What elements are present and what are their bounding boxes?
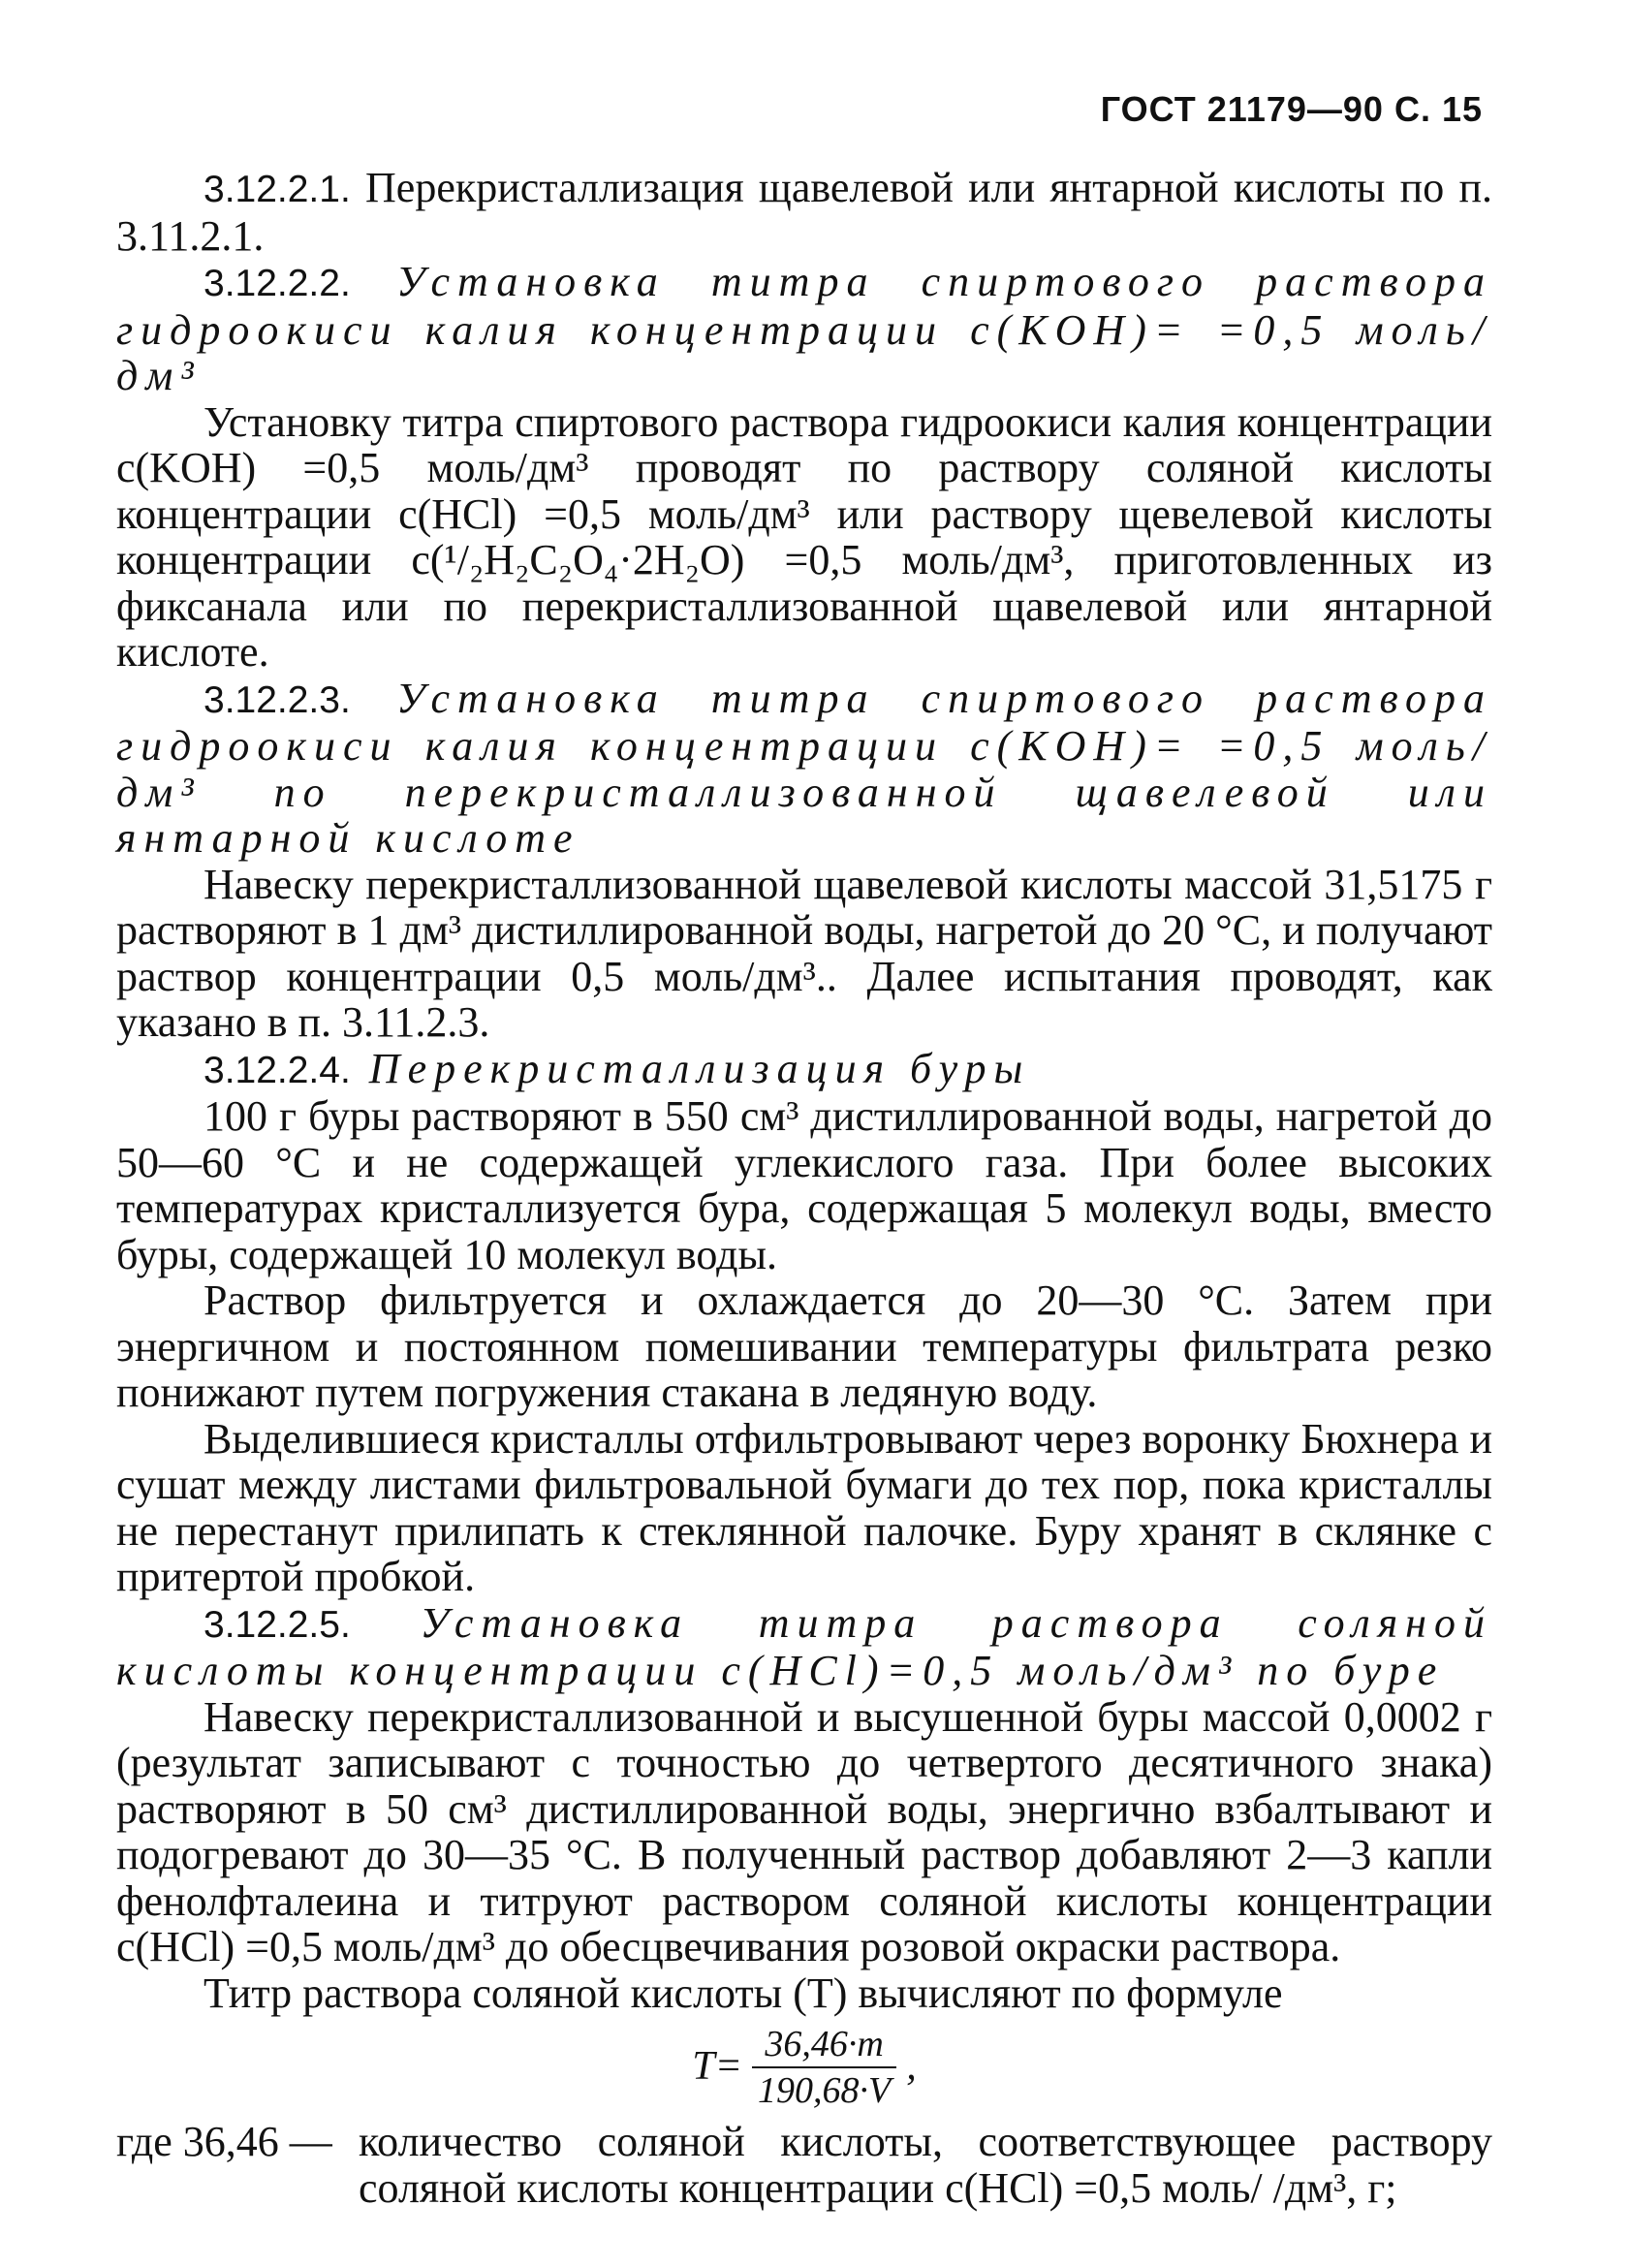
section-number: 3.12.2.5. (204, 1603, 351, 1646)
section-title: Установка титра раствора соляной кислоты концентрации c(HCl)=0,5 моль/дм³ по буре (116, 1598, 1492, 1694)
document-body (116, 165, 1492, 2211)
paragraph-text-5: Выделившиеся кристаллы отфильтровывают через воронку Бюхнера и сушат между листами фильтровальной бумаги до тех пор, пока кристаллы не перестанут прилипать к стеклянной палочке. Буру хранят в склянке с притертой пробкой. (116, 1414, 1492, 1600)
paragraph-3-12-2-4-title (116, 1046, 1492, 1094)
paragraph-text-6: Навеску перекристаллизованной и высушенной буры массой 0,0002 г (результат записывают с точностью до четвертого десятичного знака) растворяют в 50 см³ дистиллированной воды, энергично взбалтывают и подогревают до 30—35 °С. В полученный раствор добавляют 2—3 капли фенолфталеина и титруют раствором соляной кислоты концентрации c(HCl) =0,5 моль/дм³ до обесцвечивания розовой окраски раствора. (116, 1692, 1492, 1970)
paragraph-3-12-2-3-title (116, 676, 1492, 862)
paragraph-text-4: Раствор фильтруется и охлаждается до 20—30 °С. Затем при энергичном и постоянном помешивании температуры фильтрата резко понижают путем погружения стакана в ледяную воду. (116, 1276, 1492, 1416)
legend-text: количество соляной кислоты, соответствующее раствору соляной кислоты концентрации c(HCl) =0,5 моль/ /дм³, г; (359, 2118, 1492, 2212)
formula-trail: , (906, 2044, 917, 2090)
section-title: Установка титра спиртового раствора гидроокиси калия концентрации c(KOH)= =0,5 моль/дм³ по перекристаллизованной щавелевой или янтарной кислоте (116, 674, 1492, 862)
legend-label: где 36,46 — (116, 2118, 332, 2165)
formula-fraction (752, 2024, 896, 2111)
formula-lhs: T= (692, 2044, 742, 2090)
section-number: 3.12.2.4. (204, 1049, 351, 1091)
formula-denominator: 190,68·V (752, 2066, 896, 2111)
paragraph-text-1: Установку титра спиртового раствора гидроокиси калия концентрации c(KOH) =0,5 моль/дм³ проводят по раствору соляной кислоты концентрации c(HCl) =0,5 моль/дм³ или раствору щевелевой кислоты концентрации c(¹/₂H₂C₂O₄·2H₂O) =0,5 моль/дм³, приготовленных из фиксанала или по перекристаллизованной щавелевой или янтарной кислоте. (116, 397, 1492, 676)
formula-numerator: 36,46·m (765, 2024, 884, 2064)
titer-formula (116, 2016, 1492, 2119)
paragraph-3-12-2-2-title (116, 259, 1492, 399)
section-title: Перекристаллизация буры (350, 1044, 1031, 1092)
formula-intro: Титр раствора соляной кислоты (T) вычисляют по формуле (204, 1969, 1283, 2017)
page-header: ГОСТ 21179—90 С. 15 (1100, 89, 1483, 129)
formula-legend (116, 2119, 1492, 2211)
section-number: 3.12.2.2. (204, 263, 351, 304)
paragraph-text-2: Навеску перекристаллизованной щавелевой кислоты массой 31,5175 г растворяют в 1 дм³ дистиллированной воды, нагретой до 20 °С, и получают раствор концентрации 0,5 моль/дм³.. Далее испытания проводят, как указано в п. 3.11.2.3. (116, 860, 1492, 1046)
paragraph-3-12-2-5-title (116, 1600, 1492, 1694)
section-number: 3.12.2.3. (204, 678, 351, 721)
section-number: 3.12.2.1. (204, 169, 351, 210)
section-title: Установка титра спиртового раствора гидроокиси калия концентрации c(KOH)= =0,5 моль/дм³ (116, 258, 1492, 399)
paragraph-text: Перекристаллизация щавелевой или янтарной кислоты по п. 3.11.2.1. (116, 164, 1492, 260)
paragraph-3-12-2-1 (116, 165, 1492, 259)
paragraph-text-3: 100 г буры растворяют в 550 см³ дистиллированной воды, нагретой до 50—60 °С и не содержащей углекислого газа. При более высоких температурах кристаллизуется бура, содержащая 5 молекул воды, вместо буры, содержащей 10 молекул воды. (116, 1092, 1492, 1278)
